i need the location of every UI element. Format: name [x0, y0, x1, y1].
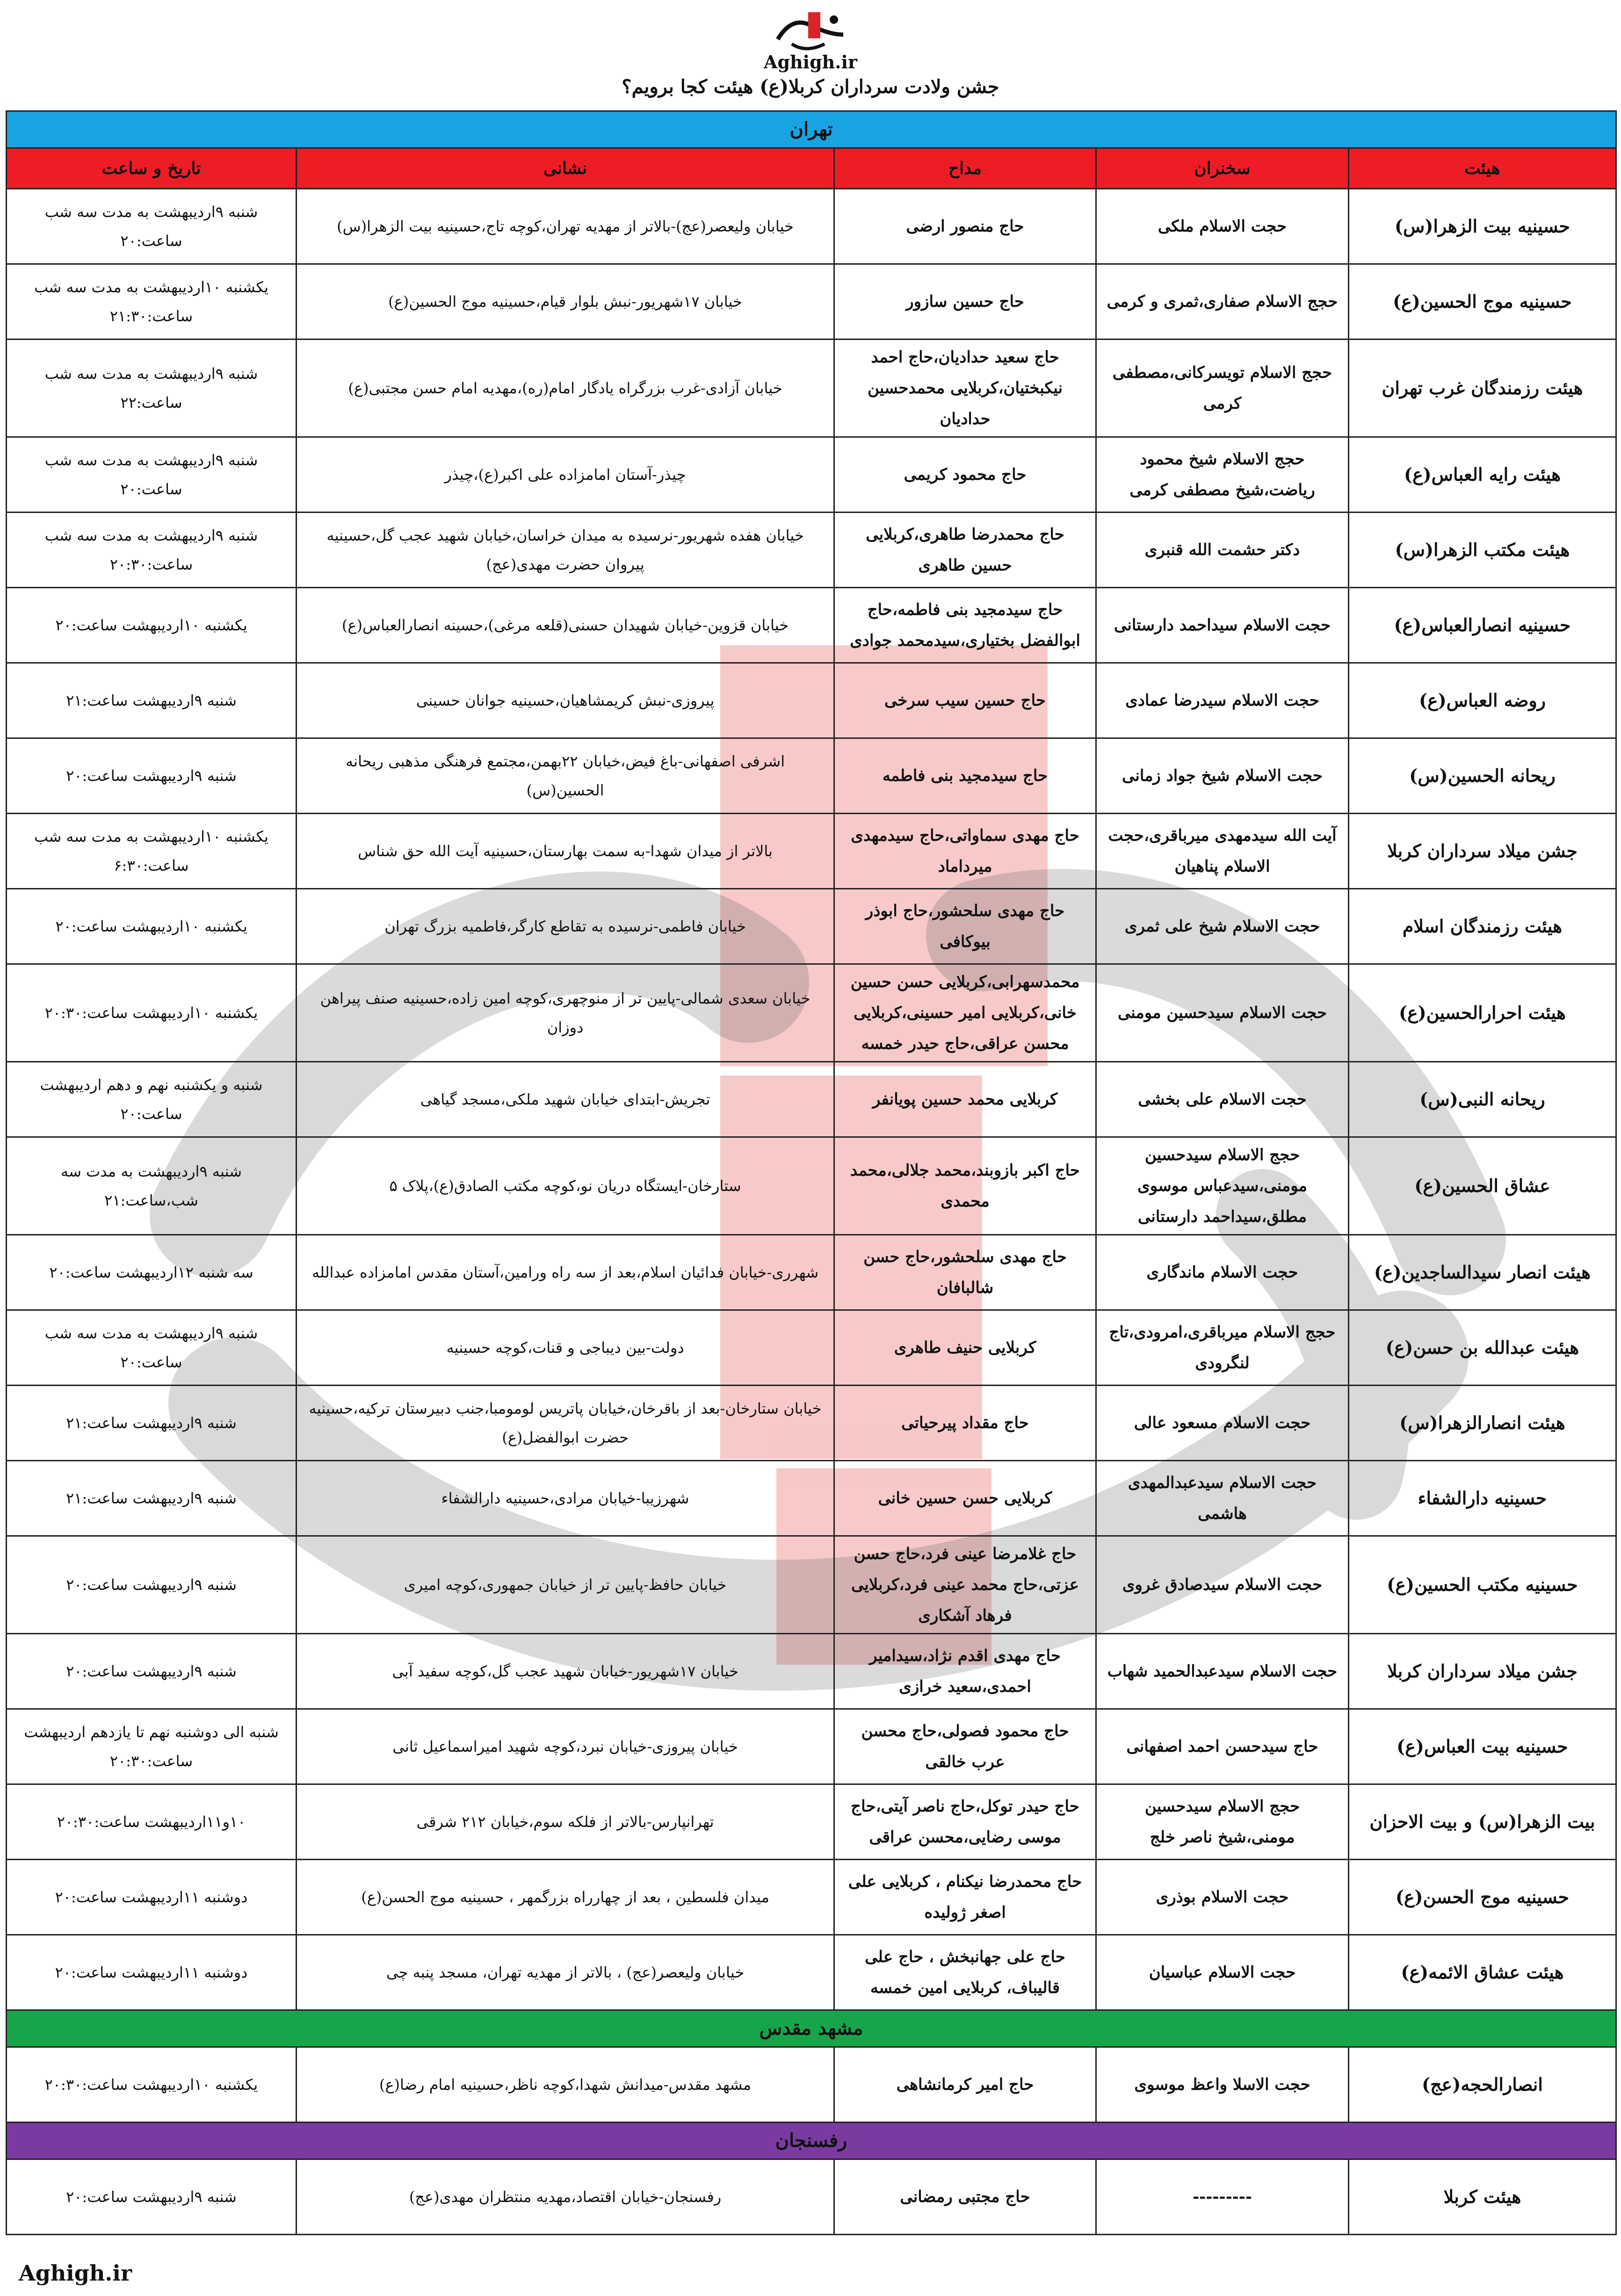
cell-neshani: پیروزی-نبش کریمشاهیان،حسینیه جوانان حسینی [297, 663, 834, 738]
cell-date: شنبه ۹اردیبهشت ساعت:۲۰ [7, 738, 297, 814]
cell-heyat: هیئت رزمندگان غرب تهران [1349, 339, 1616, 437]
cell-maddah: حاج حیدر توکل،حاج ناصر آیتی،حاج موسی رضایی،محسن عراقی [834, 1784, 1096, 1860]
cell-maddah: حاج مهدی سماواتی،حاج سیدمهدی میرداماد [834, 814, 1096, 889]
cell-neshani: شهرری-خیابان فدائیان اسلام،بعد از سه راه ورامین،آستان مقدس امامزاده عبدالله [297, 1235, 834, 1310]
cell-maddah: کربلایی حسن حسین خانی [834, 1461, 1096, 1536]
cell-heyat: عشاق الحسین(ع) [1349, 1137, 1616, 1235]
cell-sokhanran: حجج الاسلام صفاری،ثمری و کرمی [1096, 264, 1349, 339]
column-header-row [7, 148, 1616, 189]
cell-maddah: حاج محمدرضا طاهری،کربلایی حسین طاهری [834, 513, 1096, 588]
cell-maddah: کربلایی حنیف طاهری [834, 1310, 1096, 1386]
table-row [7, 1461, 1616, 1536]
cell-date: شنبه ۹اردیبهشت ساعت:۲۰ [7, 2159, 297, 2235]
cell-date: یکشنبه ۱۰اردیبهشت ساعت:۲۰ [7, 588, 297, 663]
table-row [7, 1935, 1616, 2010]
cell-maddah: حاج سعید حدادیان،حاج احمد نیکبختیان،کربلایی محمدحسین حدادیان [834, 339, 1096, 437]
cell-neshani: میدان فلسطین ، بعد از چهارراه بزرگمهر ، حسینیه موج الحسن(ع) [297, 1860, 834, 1935]
footer-site-name: Aghigh.ir [19, 2260, 132, 2286]
column-header-heyat: هیئت [1349, 148, 1616, 189]
table-row [7, 1310, 1616, 1386]
cell-neshani: خیابان ولیعصر(عج)-بالاتر از مهدیه تهران،کوچه تاج،حسینیه بیت الزهرا(س) [297, 189, 834, 264]
cell-maddah: حاج امیر کرمانشاهی [834, 2047, 1096, 2123]
cell-date: سه شنبه ۱۲اردیبهشت ساعت:۲۰ [7, 1235, 297, 1310]
cell-maddah: حاج محمدرضا نیکنام ، کربلایی علی اصغر ژولیده [834, 1860, 1096, 1935]
cell-heyat: حسینیه موج الحسین(ع) [1349, 264, 1616, 339]
cell-neshani: رفسنجان-خیابان اقتصاد،مهدیه منتظران مهدی(عج) [297, 2159, 834, 2235]
cell-sokhanran: حجج الاسلام سیدحسین مومنی،شیخ ناصر خلج [1096, 1784, 1349, 1860]
cell-maddah: محمدسهرابی،کربلایی حسن حسین خانی،کربلایی امیر حسینی،کربلایی محسن عراقی،حاج حیدر خمسه [834, 964, 1096, 1062]
cell-heyat: هیئت انصارالزهرا(س) [1349, 1386, 1616, 1461]
cell-date: یکشنبه ۱۰اردیبهشت به مدت سه شب ساعت:۶:۳۰ [7, 814, 297, 889]
cell-sokhanran: حجت الاسلام شیخ علی ثمری [1096, 889, 1349, 964]
cell-maddah: حاج مهدی اقدم نژاد،سیدامیر احمدی،سعید خرازی [834, 1634, 1096, 1709]
cell-sokhanran: حجت الاسلام سیدصادق غروی [1096, 1536, 1349, 1634]
table-row [7, 964, 1616, 1062]
cell-neshani: خیابان قزوین-خیابان شهیدان حسنی(قلعه مرغی)،حسینه انصارالعباس(ع) [297, 588, 834, 663]
cell-sokhanran: حجت الاسلام سیدعبدالمهدی هاشمی [1096, 1461, 1349, 1536]
cell-maddah: حاج مهدی سلحشور،حاج ابوذر بیوکافی [834, 889, 1096, 964]
cell-maddah: حاج حسین سیب سرخی [834, 663, 1096, 738]
cell-date: شنبه ۹اردیبهشت به مدت سه شب ساعت:۲۰ [7, 189, 297, 264]
table-row [7, 1634, 1616, 1709]
cell-heyat: هیئت رایه العباس(ع) [1349, 437, 1616, 513]
cell-sokhanran: حجج الاسلام سیدحسین مومنی،سیدعباس موسوی مطلق،سیداحمد دارستانی [1096, 1137, 1349, 1235]
cell-heyat: حسینیه بیت الزهرا(س) [1349, 189, 1616, 264]
cell-sokhanran: حجت الاسلام سیدرضا عمادی [1096, 663, 1349, 738]
cell-heyat: بیت الزهرا(س) و بیت الاحزان [1349, 1784, 1616, 1860]
cell-sokhanran: حجت الاسلام بوذری [1096, 1860, 1349, 1935]
column-header-sokhanran: سخنران [1096, 148, 1349, 189]
cell-date: شنبه ۹اردیبهشت ساعت:۲۰ [7, 1634, 297, 1709]
cell-maddah: حاج سیدمجید بنی فاطمه،حاج ابوالفضل بختیاری،سیدمحمد جوادی [834, 588, 1096, 663]
cell-heyat: حسینیه بیت العباس(ع) [1349, 1709, 1616, 1784]
cell-heyat: هیئت انصار سیدالساجدین(ع) [1349, 1235, 1616, 1310]
cell-maddah: حاج مجتبی رمضانی [834, 2159, 1096, 2235]
table-row [7, 1062, 1616, 1137]
cell-sokhanran: حجت الاسلام سیدحسین مومنی [1096, 964, 1349, 1062]
cell-neshani: خیابان ۱۷شهریور-خیابان شهید عجب گل،کوچه سفید آبی [297, 1634, 834, 1709]
cell-date: ۱۰و۱۱اردیبهشت ساعت:۲۰:۳۰ [7, 1784, 297, 1860]
cell-date: شنبه ۹اردیبهشت به مدت سه شب ساعت:۲۰ [7, 437, 297, 513]
cell-sokhanran: حجت الاسلام عباسیان [1096, 1935, 1349, 2010]
cell-heyat: هیئت احرارالحسین(ع) [1349, 964, 1616, 1062]
cell-neshani: تجریش-ابتدای خیابان شهید ملکی،مسجد گیاهی [297, 1062, 834, 1137]
cell-maddah: حاج مهدی سلحشور،حاج حسن شالبافان [834, 1235, 1096, 1310]
table-row [7, 1784, 1616, 1860]
city-name: رفسنجان [7, 2123, 1616, 2159]
cell-date: شنبه و یکشنبه نهم و دهم اردیبهشت ساعت:۲۰ [7, 1062, 297, 1137]
cell-heyat: حسینیه موج الحسن(ع) [1349, 1860, 1616, 1935]
cell-neshani: اشرفی اصفهانی-باغ فیض،خیابان ۲۲بهمن،مجتمع فرهنگی مذهبی ریحانه الحسین(س) [297, 738, 834, 814]
city-band [7, 111, 1616, 148]
table-row [7, 1709, 1616, 1784]
column-header-date: تاریخ و ساعت [7, 148, 297, 189]
cell-heyat: هیئت رزمندگان اسلام [1349, 889, 1616, 964]
cell-neshani: خیابان فاطمی-نرسیده به تقاطع کارگر،فاطمیه بزرگ تهران [297, 889, 834, 964]
events-table [6, 110, 1617, 2235]
cell-heyat: ریحانه النبی(س) [1349, 1062, 1616, 1137]
cell-date: شنبه ۹اردیبهشت ساعت:۲۰ [7, 1536, 297, 1634]
site-name: Aghigh.ir [763, 51, 857, 72]
cell-neshani: شهرزیبا-خیابان مرادی،حسینیه دارالشفاء [297, 1461, 834, 1536]
cell-heyat: هیئت عبدالله بن حسن(ع) [1349, 1310, 1616, 1386]
cell-maddah: حاج مقداد پیرحیاتی [834, 1386, 1096, 1461]
page-title: جشن ولادت سرداران کربلا(ع) هیئت کجا برویم؟ [622, 76, 999, 98]
cell-maddah: حاج سیدمجید بنی فاطمه [834, 738, 1096, 814]
cell-heyat: جشن میلاد سرداران کربلا [1349, 814, 1616, 889]
cell-neshani: خیابان هفده شهریور-نرسیده به میدان خراسان،خیابان شهید عجب گل،حسینیه پیروان حضرت مهدی(عج) [297, 513, 834, 588]
cell-heyat: جشن میلاد سرداران کربلا [1349, 1634, 1616, 1709]
cell-date: شنبه ۹اردیبهشت به مدت سه شب ساعت:۲۲ [7, 339, 297, 437]
table-row [7, 437, 1616, 513]
cell-heyat: حسینیه انصارالعباس(ع) [1349, 588, 1616, 663]
city-band [7, 2010, 1616, 2047]
table-row [7, 1536, 1616, 1634]
cell-maddah: حاج اکبر بازوبند،محمد جلالی،محمد محمدی [834, 1137, 1096, 1235]
cell-date: دوشنبه ۱۱اردیبهشت ساعت:۲۰ [7, 1860, 297, 1935]
table-row [7, 513, 1616, 588]
cell-heyat: حسینیه دارالشفاء [1349, 1461, 1616, 1536]
cell-sokhanran: حجت الاسلام سیداحمد دارستانی [1096, 588, 1349, 663]
cell-sokhanran: حجج الاسلام شیخ محمود ریاضت،شیخ مصطفی کرمی [1096, 437, 1349, 513]
city-name: تهران [7, 111, 1616, 148]
aghigh-logo-icon [764, 7, 857, 55]
cell-heyat: روضه العباس(ع) [1349, 663, 1616, 738]
cell-date: دوشنبه ۱۱اردیبهشت ساعت:۲۰ [7, 1935, 297, 2010]
cell-neshani: خیابان ولیعصر(عج) ، بالاتر از مهدیه تهران، مسجد پنبه چی [297, 1935, 834, 2010]
cell-neshani: خیابان ۱۷شهریور-نبش بلوار قیام،حسینیه موج الحسین(ع) [297, 264, 834, 339]
cell-heyat: هیئت مکتب الزهرا(س) [1349, 513, 1616, 588]
table-row [7, 264, 1616, 339]
cell-maddah: حاج منصور ارضی [834, 189, 1096, 264]
cell-neshani: ستارخان-ایستگاه دریان نو،کوچه مکتب الصادق(ع)،پلاک ۵ [297, 1137, 834, 1235]
city-band [7, 2123, 1616, 2159]
cell-neshani: مشهد مقدس-میدانش شهدا،کوچه ناظر،حسینیه امام رضا(ع) [297, 2047, 834, 2123]
cell-date: شنبه ۹اردیبهشت ساعت:۲۱ [7, 663, 297, 738]
cell-date: یکشنبه ۱۰اردیبهشت به مدت سه شب ساعت:۲۱:۳۰ [7, 264, 297, 339]
table-row [7, 889, 1616, 964]
cell-sokhanran: دکتر حشمت الله قنبری [1096, 513, 1349, 588]
cell-date: شنبه الی دوشنبه نهم تا یازدهم اردیبهشت ساعت:۲۰:۳۰ [7, 1709, 297, 1784]
cell-sokhanran: حجت الاسلام شیخ جواد زمانی [1096, 738, 1349, 814]
cell-sokhanran: حاج سیدحسن احمد اصفهانی [1096, 1709, 1349, 1784]
cell-sokhanran: حجت الاسلام ملکی [1096, 189, 1349, 264]
cell-sokhanran: --------- [1096, 2159, 1349, 2235]
cell-neshani: تهرانپارس-بالاتر از فلکه سوم،خیابان ۲۱۲ شرقی [297, 1784, 834, 1860]
cell-date: یکشنبه ۱۰اردیبهشت ساعت:۲۰:۳۰ [7, 2047, 297, 2123]
cell-date: شنبه ۹اردیبهشت به مدت سه شب ساعت:۲۰ [7, 1310, 297, 1386]
table-row [7, 738, 1616, 814]
cell-heyat: هیئت عشاق الائمه(ع) [1349, 1935, 1616, 2010]
cell-sokhanran: حجت الاسلا واعظ موسوی [1096, 2047, 1349, 2123]
page-header [0, 0, 1621, 108]
column-header-maddah: مداح [834, 148, 1096, 189]
cell-sokhanran: حجج الاسلام تویسرکانی،مصطفی کرمی [1096, 339, 1349, 437]
table-row [7, 339, 1616, 437]
cell-sokhanran: حجت الاسلام علی بخشی [1096, 1062, 1349, 1137]
table-row [7, 814, 1616, 889]
table-row [7, 1137, 1616, 1235]
cell-heyat: هیئت کربلا [1349, 2159, 1616, 2235]
table-row [7, 2047, 1616, 2123]
cell-sokhanran: حجت الاسلام مسعود عالی [1096, 1386, 1349, 1461]
column-header-neshani: نشانی [297, 148, 834, 189]
cell-sokhanran: حجت الاسلام ماندگاری [1096, 1235, 1349, 1310]
table-row [7, 189, 1616, 264]
cell-sokhanran: حجت الاسلام سیدعبدالحمید شهاب [1096, 1634, 1349, 1709]
cell-neshani: دولت-بین دیباجی و قنات،کوچه حسینیه [297, 1310, 834, 1386]
cell-date: یکشنبه ۱۰اردیبهشت ساعت:۲۰ [7, 889, 297, 964]
table-row [7, 1860, 1616, 1935]
cell-neshani: خیابان آزادی-غرب بزرگراه یادگار امام(ره)،مهدیه امام حسن مجتبی(ع) [297, 339, 834, 437]
cell-sokhanran: آیت الله سیدمهدی میرباقری،حجت الاسلام پناهیان [1096, 814, 1349, 889]
cell-neshani: بالاتر از میدان شهدا-به سمت بهارستان،حسینیه آیت الله حق شناس [297, 814, 834, 889]
cell-date: یکشنبه ۱۰اردیبهشت ساعت:۲۰:۳۰ [7, 964, 297, 1062]
cell-maddah: حاج غلامرضا عینی فرد،حاج حسن عزتی،حاج محمد عینی فرد،کربلایی فرهاد آشکاری [834, 1536, 1096, 1634]
table-row [7, 1235, 1616, 1310]
cell-neshani: خیابان پیروزی-خیابان نبرد،کوچه شهید امیراسماعیل ثانی [297, 1709, 834, 1784]
cell-date: شنبه ۹اردیبهشت به مدت سه شب ساعت:۲۰:۳۰ [7, 513, 297, 588]
cell-heyat: ریحانه الحسین(س) [1349, 738, 1616, 814]
cell-heyat: حسینیه مکتب الحسین(ع) [1349, 1536, 1616, 1634]
cell-heyat: انصارالحجه(عج) [1349, 2047, 1616, 2123]
events-table-wrap [6, 110, 1615, 2235]
cell-neshani: خیابان سعدی شمالی-پایین تر از منوچهری،کوچه امین زاده،حسینیه صنف پیراهن دوزان [297, 964, 834, 1062]
cell-maddah: حاج حسین سازور [834, 264, 1096, 339]
cell-maddah: کربلایی محمد حسین پویانفر [834, 1062, 1096, 1137]
cell-maddah: حاج محمود کریمی [834, 437, 1096, 513]
cell-sokhanran: حجج الاسلام میرباقری،امرودی،تاج لنگرودی [1096, 1310, 1349, 1386]
cell-maddah: حاج محمود فصولی،حاج محسن عرب خالقی [834, 1709, 1096, 1784]
cell-neshani: خیابان ستارخان-بعد از باقرخان،خیابان پاتریس لومومبا،جنب دبیرستان ترکیه،حسینیه حضرت ابوالفضل(ع) [297, 1386, 834, 1461]
cell-date: شنبه ۹اردیبهشت ساعت:۲۱ [7, 1461, 297, 1536]
cell-date: شنبه ۹اردیبهشت به مدت سه شب،ساعت:۲۱ [7, 1137, 297, 1235]
cell-maddah: حاج علی جهانبخش ، حاج علی قالیباف، کربلایی امین خمسه [834, 1935, 1096, 2010]
city-name: مشهد مقدس [7, 2010, 1616, 2047]
table-row [7, 663, 1616, 738]
table-row [7, 1386, 1616, 1461]
cell-date: شنبه ۹اردیبهشت ساعت:۲۱ [7, 1386, 297, 1461]
cell-neshani: خیابان حافظ-پایین تر از خیابان جمهوری،کوچه امیری [297, 1536, 834, 1634]
table-row [7, 588, 1616, 663]
table-row [7, 2159, 1616, 2235]
cell-neshani: چیذر-آستان امامزاده علی اکبر(ع)،چیذر [297, 437, 834, 513]
